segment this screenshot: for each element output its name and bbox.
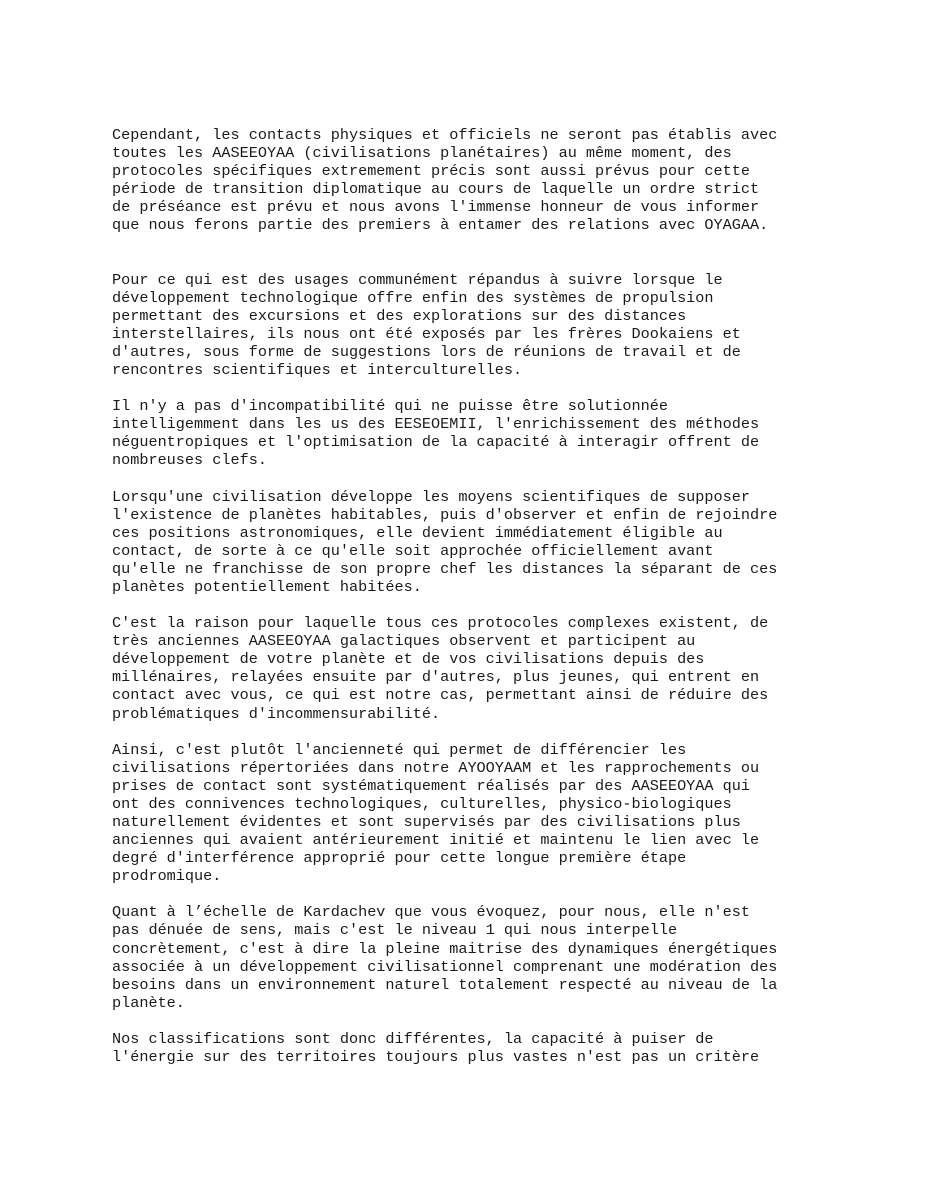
text-line: permettant des excursions et des explorations sur des distances	[112, 306, 687, 325]
text-line: Quant à l’échelle de Kardachev que vous évoquez, pour nous, elle n'est	[112, 903, 750, 922]
text-line: contact avec vous, ce qui est notre cas, permettant ainsi de réduire des	[112, 686, 769, 705]
text-line: l'énergie sur des territoires toujours plus vastes n'est pas un critère	[112, 1048, 760, 1067]
paragraph-8	[112, 1030, 812, 1066]
paragraph-spacer	[112, 723, 812, 741]
paragraph-spacer	[112, 470, 812, 488]
text-line: d'autres, sous forme de suggestions lors de réunions de travail et de	[112, 342, 741, 361]
text-line: concrètement, c'est à dire la pleine maitrise des dynamiques énergétiques	[112, 939, 778, 958]
text-line: contact, de sorte à ce qu'elle soit approchée officiellement avant	[112, 541, 714, 560]
paragraph-4	[112, 488, 812, 597]
paragraph-1	[112, 126, 812, 235]
text-line: degré d'interférence approprié pour cette longue première étape	[112, 849, 687, 868]
text-line: toutes les AASEEOYAA (civilisations planétaires) au même moment, des	[112, 144, 732, 163]
text-line: Pour ce qui est des usages communément répandus à suivre lorsque le	[112, 270, 723, 289]
text-line: rencontres scientifiques et interculturelles.	[112, 361, 523, 380]
text-line: intelligemment dans les us des EESEOEMII, l'enrichissement des méthodes	[112, 415, 760, 434]
paragraph-7	[112, 903, 812, 1012]
text-line: qu'elle ne franchisse de son propre chef les distances la séparant de ces	[112, 559, 778, 578]
text-line: développement de votre planète et de vos civilisations depuis des	[112, 650, 705, 669]
paragraph-spacer	[112, 235, 812, 271]
text-line: de préséance est prévu et nous avons l'immense honneur de vous informer	[112, 198, 760, 217]
text-line: l'existence de planètes habitables, puis d'observer et enfin de rejoindre	[112, 505, 778, 524]
text-line: Cependant, les contacts physiques et officiels ne seront pas établis avec	[112, 126, 778, 144]
text-line: planète.	[112, 993, 185, 1012]
text-line: ces positions astronomiques, elle devient immédiatement éligible au	[112, 523, 723, 542]
document-page	[112, 126, 812, 1066]
text-line: protocoles spécifiques extremement précis sont aussi prévus pour cette	[112, 162, 750, 181]
text-line: Il n'y a pas d'incompatibilité qui ne puisse être solutionnée	[112, 397, 668, 416]
text-line: problématiques d'incommensurabilité.	[112, 704, 441, 723]
paragraph-spacer	[112, 379, 812, 397]
text-line: planètes potentiellement habitées.	[112, 577, 422, 596]
paragraph-3	[112, 397, 812, 469]
text-line: naturellement évidentes et sont supervisés par des civilisations plus	[112, 813, 741, 831]
text-line: Ainsi, c'est plutôt l'ancienneté qui permet de différencier les	[112, 740, 687, 759]
text-line: prises de contact sont systématiquement réalisés par des AASEEOYAA qui	[112, 776, 750, 795]
text-line: que nous ferons partie des premiers à entamer des relations avec OYAGAA.	[112, 216, 769, 235]
paragraph-spacer	[112, 1012, 812, 1030]
paragraph-spacer	[112, 596, 812, 614]
text-line: besoins dans un environnement naturel totalement respecté au niveau de la	[112, 975, 778, 994]
paragraph-6	[112, 741, 812, 886]
paragraph-spacer	[112, 885, 812, 903]
text-line: néguentropiques et l'optimisation de la capacité à interagir offrent de	[112, 433, 760, 452]
text-line: nombreuses clefs.	[112, 451, 267, 470]
text-line: pas dénuée de sens, mais c'est le niveau 1 qui nous interpelle	[112, 921, 678, 940]
paragraph-2	[112, 271, 812, 380]
text-line: civilisations répertoriées dans notre AYOOYAAM et les rapprochements ou	[112, 758, 760, 777]
text-line: associée à un développement civilisationnel comprenant une modération des	[112, 957, 778, 976]
text-line: très anciennes AASEEOYAA galactiques observent et participent au	[112, 632, 696, 651]
text-line: Lorsqu'une civilisation développe les moyens scientifiques de supposer	[112, 487, 750, 506]
text-line: prodromique.	[112, 867, 222, 886]
text-line: ont des connivences technologiques, culturelles, physico-biologiques	[112, 794, 732, 813]
text-line: développement technologique offre enfin des systèmes de propulsion	[112, 288, 714, 307]
text-line: période de transition diplomatique au cours de laquelle un ordre strict	[112, 180, 760, 199]
text-line: Nos classifications sont donc différentes, la capacité à puiser de	[112, 1029, 714, 1048]
text-line: millénaires, relayées ensuite par d'autres, plus jeunes, qui entrent en	[112, 668, 760, 687]
text-line: interstellaires, ils nous ont été exposés par les frères Dookaiens et	[112, 324, 741, 343]
paragraph-5	[112, 614, 812, 723]
text-line: C'est la raison pour laquelle tous ces protocoles complexes existent, de	[112, 614, 769, 633]
text-line: anciennes qui avaient antérieurement initié et maintenu le lien avec le	[112, 831, 760, 850]
